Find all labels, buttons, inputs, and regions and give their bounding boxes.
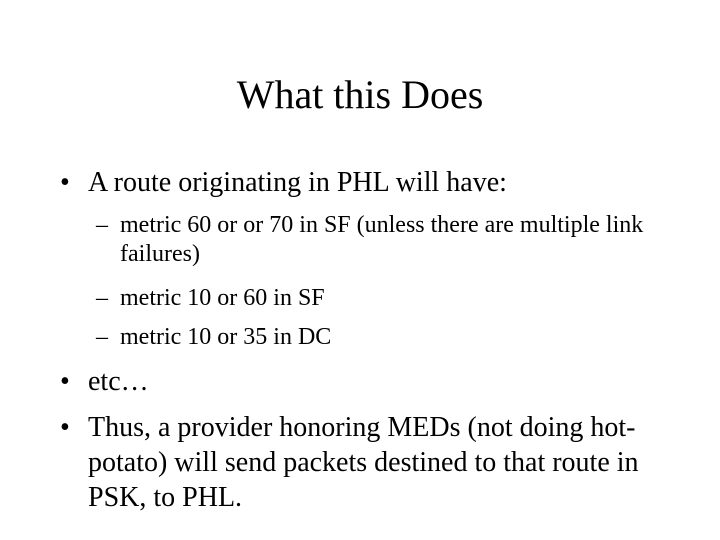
sub-bullet-text: metric 60 or or 70 in SF (unless there are multiple link failures) bbox=[120, 212, 644, 267]
sub-bullet-item bbox=[96, 284, 656, 313]
bullet-text: Thus, a provider honoring MEDs (not doing hot-potato) will send packets destined to that route in PSK, to PHL. bbox=[88, 412, 639, 513]
dash-glyph: – bbox=[96, 212, 108, 238]
dash-glyph: – bbox=[96, 285, 108, 311]
bullet-glyph: • bbox=[60, 167, 70, 198]
bullet-glyph: • bbox=[60, 366, 70, 397]
sub-bullet-item bbox=[96, 323, 656, 352]
bullet-item bbox=[60, 165, 700, 200]
bullet-item bbox=[60, 410, 700, 515]
bullet-text: etc… bbox=[88, 366, 149, 397]
bullet-glyph: • bbox=[60, 412, 70, 443]
bullet-text: A route originating in PHL will have: bbox=[88, 167, 507, 198]
dash-glyph: – bbox=[96, 324, 108, 350]
sub-bullet-text: metric 10 or 60 in SF bbox=[120, 285, 325, 311]
sub-bullet-item bbox=[96, 211, 656, 269]
sub-bullet-text: metric 10 or 35 in DC bbox=[120, 324, 332, 350]
bullet-item bbox=[60, 364, 700, 399]
slide-title: What this Does bbox=[236, 72, 484, 117]
